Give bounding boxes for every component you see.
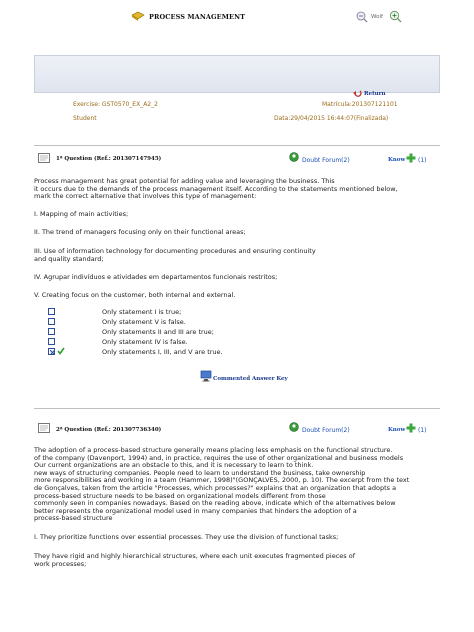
correct-check-icon [57,347,65,355]
monitor-icon[interactable] [200,370,212,382]
page-header [34,55,440,93]
option-label: Only statement IV is false. [102,338,188,346]
text-line: it occurs due to the demands of the process management itself. According to the statements mentioned below, [34,184,398,193]
text-line: mark the correct alternative that involves this type of management: [34,192,257,201]
statement: work processes; [34,560,87,568]
statement: I. Mapping of main activities; [34,210,129,218]
document-icon [38,423,50,433]
page-title: PROCESS MANAGEMENT [149,13,246,21]
divider [34,145,440,146]
forum-icon[interactable] [289,422,299,432]
doubt-forum-link[interactable]: Doubt Forum(2) [302,427,350,434]
option-checkbox[interactable] [48,338,55,345]
know-count: (1) [418,427,427,434]
text-line: more responsibilities and working in a team (Hammer, 1998)"(GONÇALVES, 2000, p. 10). The excerpt from the text [34,476,410,485]
know-count: (1) [418,157,427,164]
know-link[interactable]: Know [388,157,406,163]
commented-answer-key-link[interactable]: Commented Answer Key [213,376,288,382]
statement: I. They prioritize functions over essential processes. They use the division of functional tasks; [34,533,339,541]
folder-icon [131,11,145,21]
text-line: better represents the organizational model used in many companies that hinders the adoption of a [34,506,357,515]
text-line: commonly seen in companies nowadays. Based on the reading above, indicate which of the alternatives below [34,499,396,508]
divider [34,408,440,409]
exam-date: Data:29/04/2015 16:44:07(Finalizada) [274,115,389,122]
option-label: Only statement V is false. [102,318,186,326]
forum-icon[interactable] [289,152,299,162]
option-checkbox-checked[interactable] [48,348,55,355]
text-line: Process management has great potential for adding value and leveraging the business. This [34,177,335,185]
doubt-forum-link[interactable]: Doubt Forum(2) [302,157,350,164]
statement: and quality standard; [34,255,104,263]
text-line: de Gonçalves, taken from the article "Processes, which processes?" explains that an organization that adopts a [34,483,397,492]
x-mark-icon [50,350,55,355]
question-1-text [34,178,444,201]
exercise-code: Exercise: GST0570_EX_A2_2 [73,101,158,108]
text-line: process-based structure needs to be based on organizational models different from those [34,491,326,500]
statement: IV. Agrupar indivíduos e atividades em departamentos funcionais restritos; [34,273,278,281]
student-registration: Matrícula:201307121101 [322,101,398,108]
return-icon[interactable] [353,89,362,98]
zoom-out-icon[interactable] [356,11,368,23]
text-line: new ways of structuring companies. People need to learn to understand the business, take ownership [34,468,366,477]
zoom-label: Wolf [371,14,383,20]
user-role: Student [73,115,97,122]
zoom-in-icon[interactable] [389,10,402,23]
plus-icon[interactable] [406,153,416,163]
return-link[interactable]: Return [364,91,386,97]
text-line: Our current organizations are an obstacle to this, and it is necessary to learn to think. [34,461,314,470]
text-line: The adoption of a process-based structure generally means placing less emphasis on the functional structure. [34,446,393,454]
know-link[interactable]: Know [388,427,406,433]
text-line: process-based structure [34,514,113,523]
document-icon [38,153,50,163]
option-label: Only statements II and III are true; [102,328,214,336]
statement: II. The trend of managers focusing only on their functional areas; [34,228,246,236]
option-label: Only statement I is true; [102,308,182,316]
statement: III. Use of information technology for documenting procedures and ensuring continuity [34,247,316,255]
text-line: of the company (Davenport, 1994) and, in practice, requires the use of other organizational and business models [34,453,404,462]
statement: V. Creating focus on the customer, both internal and external. [34,291,236,299]
question-2-title: 2ª Question (Ref.: 201307736340) [56,427,162,433]
option-checkbox[interactable] [48,328,55,335]
question-2-text [34,447,444,523]
plus-icon[interactable] [406,423,416,433]
statement: They have rigid and highly hierarchical structures, where each unit executes fragmented pieces of [34,552,355,560]
option-label: Only statements I, III, and V are true. [102,348,223,356]
question-1-title: 1ª Question (Ref.: 201307147945) [56,156,162,162]
option-checkbox[interactable] [48,308,55,315]
option-checkbox[interactable] [48,318,55,325]
